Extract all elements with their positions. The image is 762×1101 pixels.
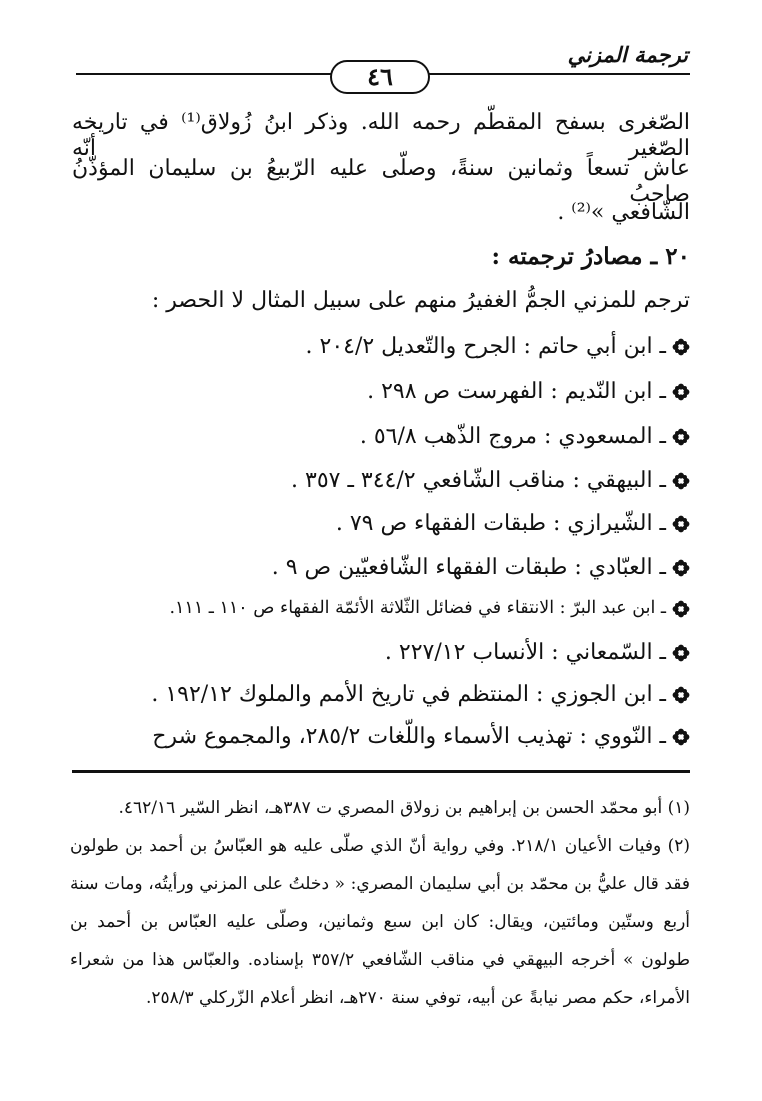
source-text: ـ الشّيرازي : طبقات الفقهاء ص ٧٩ . bbox=[335, 511, 666, 536]
flower-bullet-icon bbox=[672, 728, 690, 746]
paragraph-line: الشّافعي »⁽²⁾ . bbox=[557, 200, 690, 225]
flower-bullet-icon bbox=[672, 338, 690, 356]
flower-bullet-icon bbox=[672, 686, 690, 704]
flower-bullet-icon bbox=[672, 428, 690, 446]
source-text: ـ النّووي : تهذيب الأسماء واللّغات ٢٨٥/٢، والمجموع شرح bbox=[152, 724, 666, 749]
page-number: ٤٦ bbox=[330, 60, 430, 94]
flower-bullet-icon bbox=[672, 515, 690, 533]
footnote-line: (١) أبو محمّد الحسن بن إبراهيم بن زولاق المصري ت ٣٨٧هـ، انظر السّير ٤٦٢/١٦. bbox=[118, 798, 690, 818]
footnote-separator bbox=[72, 770, 690, 773]
source-item bbox=[60, 682, 690, 708]
section-heading: ٢٠ ـ مصادرُ ترجمته : bbox=[491, 243, 690, 270]
flower-bullet-icon bbox=[672, 600, 690, 618]
flower-bullet-icon bbox=[672, 472, 690, 490]
source-text: ـ ابن أبي حاتم : الجرح والتّعديل ٢٠٤/٢ . bbox=[305, 334, 666, 359]
source-item bbox=[60, 468, 690, 494]
intro-line: ترجم للمزني الجمُّ الغفيرُ منهم على سبيل المثال لا الحصر : bbox=[151, 288, 690, 313]
source-item bbox=[60, 424, 690, 450]
flower-bullet-icon bbox=[672, 644, 690, 662]
source-item bbox=[60, 724, 690, 750]
source-text: ـ ابن النّديم : الفهرست ص ٢٩٨ . bbox=[367, 379, 666, 404]
source-item bbox=[60, 379, 690, 405]
source-item bbox=[60, 334, 690, 360]
source-text: ـ السّمعاني : الأنساب ٢٢٧/١٢ . bbox=[384, 640, 666, 665]
paragraph-line: عاش تسعاً وثمانين سنةً، وصلّى عليه الرّبيعُ بن سليمان المؤذّنُ صاحبُ bbox=[72, 156, 690, 208]
running-head-title: ترجمة المزني bbox=[567, 42, 688, 67]
source-text: ـ العبّادي : طبقات الفقهاء الشّافعيّين ص ٩ . bbox=[271, 555, 666, 580]
paragraph-line: الصّغرى بسفح المقطّم رحمه الله. وذكر ابنُ زُولاق⁽¹⁾ في تاريخه الصّغير أنّه bbox=[72, 110, 691, 162]
source-text: ـ البيهقي : مناقب الشّافعي ٣٤٤/٢ ـ ٣٥٧ . bbox=[291, 468, 666, 493]
source-item bbox=[60, 511, 690, 537]
footnote-line: (٢) وفيات الأعيان ٢١٨/١. وفي رواية أنّ الذي صلّى عليه هو العبّاسُ بن أحمد بن طولون bbox=[70, 836, 690, 856]
source-item bbox=[60, 555, 690, 581]
source-item bbox=[60, 598, 690, 619]
source-text: ـ ابن الجوزي : المنتظم في تاريخ الأمم والملوك ١٩٢/١٢ . bbox=[151, 682, 666, 707]
source-item bbox=[60, 640, 690, 666]
source-text: ـ المسعودي : مروج الذّهب ٥٦/٨ . bbox=[359, 424, 666, 449]
footnote-line: الأمراء، حكم مصر نيابةً عن أبيه، توفي سنة ٢٧٠هـ، انظر أعلام الزّركلي ٢٥٨/٣. bbox=[145, 988, 690, 1008]
source-text: ـ ابن عبد البرّ : الانتقاء في فضائل الثّلاثة الأئمّة الفقهاء ص ١١٠ ـ ١١١. bbox=[169, 598, 666, 618]
footnote-line: طولون » أخرجه البيهقي في مناقب الشّافعي ٣٥٧/٢ بإسناده. والعبّاس هذا من شعراء bbox=[70, 950, 690, 970]
flower-bullet-icon bbox=[672, 383, 690, 401]
footnote-line: أربع وستّين ومائتين، ويقال: كان ابن سبع وثمانين، وصلّى عليه العبّاس بن أحمد بن bbox=[70, 912, 690, 932]
flower-bullet-icon bbox=[672, 559, 690, 577]
footnote-line: فقد قال عليُّ بن محمّد بن أبي سليمان المصري: « دخلتُ على المزني ورأيتُه، ومات سنة bbox=[70, 874, 690, 894]
